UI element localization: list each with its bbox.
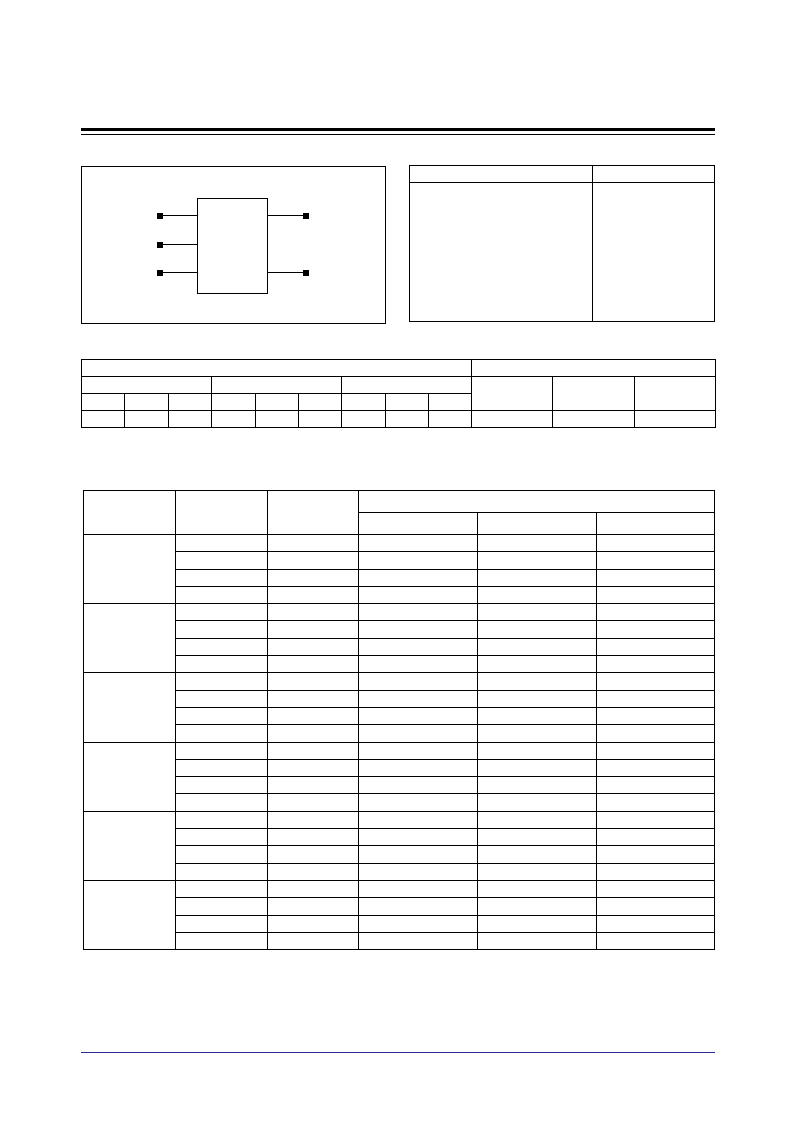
table-cell [478, 690, 597, 707]
table-cell [268, 638, 359, 655]
table-row [84, 690, 715, 707]
table-cell [268, 707, 359, 724]
table-cell [597, 673, 715, 690]
marking-cell [212, 411, 256, 428]
marking-cell [299, 411, 342, 428]
table-cell [176, 898, 268, 915]
table-sub-header-cell [359, 513, 478, 535]
table-cell [359, 535, 478, 552]
table-cell [268, 673, 359, 690]
pin-marker-right-1 [303, 213, 309, 219]
table-cell [359, 932, 478, 949]
table-row [84, 880, 715, 897]
table-cell [359, 880, 478, 897]
pin-marker-right-2 [303, 270, 309, 276]
table-cell [478, 863, 597, 880]
marking-cell [125, 411, 169, 428]
pin-lead-left-3 [162, 272, 197, 273]
table-cell [597, 690, 715, 707]
marking-cell [342, 394, 386, 411]
table-cell [268, 656, 359, 673]
table-cell [359, 811, 478, 828]
table-cell [597, 829, 715, 846]
table-cell [597, 846, 715, 863]
table-cell [597, 725, 715, 742]
table-cell [176, 707, 268, 724]
table-cell [176, 569, 268, 586]
group-label-cell [84, 604, 176, 673]
pin-description-table [409, 165, 715, 322]
table-row [84, 794, 715, 811]
table-cell [176, 621, 268, 638]
table-cell [176, 638, 268, 655]
table-cell [359, 673, 478, 690]
marking-cell [429, 394, 472, 411]
table-cell [478, 829, 597, 846]
pin-lead-left-1 [162, 215, 197, 216]
package-diagram [81, 166, 386, 324]
table-cell [359, 846, 478, 863]
table-cell [176, 811, 268, 828]
table-cell [359, 707, 478, 724]
table-cell [359, 604, 478, 621]
table-cell [176, 535, 268, 552]
table-cell [268, 829, 359, 846]
table-cell [176, 586, 268, 603]
group-label-cell [84, 673, 176, 742]
table-cell [268, 880, 359, 897]
table-cell [597, 777, 715, 794]
table-cell [359, 759, 478, 776]
table-cell [478, 638, 597, 655]
table-cell [268, 794, 359, 811]
marking-cell [386, 411, 429, 428]
table-cell [268, 552, 359, 569]
table-cell [478, 794, 597, 811]
marking-sub-header-3 [342, 377, 472, 394]
marking-group-header-left [82, 360, 472, 377]
table-cell [268, 586, 359, 603]
marking-table [81, 359, 716, 428]
header-rule-thin [81, 134, 715, 135]
table-cell [359, 638, 478, 655]
table-row [84, 552, 715, 569]
marking-sub-header-2 [212, 377, 342, 394]
table-cell [176, 915, 268, 932]
table-cell [176, 863, 268, 880]
table-cell [359, 621, 478, 638]
table-cell [597, 586, 715, 603]
table-cell [176, 846, 268, 863]
table-cell [176, 777, 268, 794]
table-row [84, 846, 715, 863]
table-header-cell [268, 491, 359, 535]
table-row [84, 656, 715, 673]
table-cell [478, 604, 597, 621]
table-cell [478, 552, 597, 569]
table-cell [359, 777, 478, 794]
table-cell [478, 811, 597, 828]
table-cell [478, 656, 597, 673]
table-row [84, 915, 715, 932]
table-row [84, 898, 715, 915]
pin-lead-right-1 [268, 215, 304, 216]
table-cell [359, 690, 478, 707]
table-row [84, 932, 715, 949]
table-cell [597, 898, 715, 915]
table-cell [268, 725, 359, 742]
table-cell [478, 569, 597, 586]
table-cell [597, 621, 715, 638]
table-cell [176, 725, 268, 742]
table-cell [597, 863, 715, 880]
pin-table-body-right [593, 183, 715, 322]
marking-group-header-right [472, 360, 716, 377]
marking-cell [386, 394, 429, 411]
table-row [84, 777, 715, 794]
table-cell [176, 690, 268, 707]
marking-cell [472, 411, 553, 428]
table-cell [268, 535, 359, 552]
group-label-cell [84, 742, 176, 811]
table-row [84, 829, 715, 846]
pin-marker-left-2 [157, 242, 163, 248]
table-cell [597, 759, 715, 776]
table-sub-header-cell [478, 513, 597, 535]
table-cell [176, 794, 268, 811]
table-cell [597, 535, 715, 552]
table-sub-header-cell [597, 513, 715, 535]
table-cell [597, 811, 715, 828]
table-cell [478, 586, 597, 603]
table-cell [176, 552, 268, 569]
table-cell [478, 915, 597, 932]
table-cell [478, 535, 597, 552]
table-cell [359, 863, 478, 880]
header-rule-thick [81, 128, 715, 131]
table-cell [597, 604, 715, 621]
marking-cell [82, 411, 125, 428]
table-cell [597, 552, 715, 569]
table-cell [597, 932, 715, 949]
table-header-cell [176, 491, 268, 535]
marking-cell [299, 394, 342, 411]
table-cell [359, 742, 478, 759]
marking-cell [635, 411, 716, 428]
table-row [84, 586, 715, 603]
group-label-cell [84, 811, 176, 880]
table-cell [176, 656, 268, 673]
table-cell [359, 656, 478, 673]
table-cell [478, 707, 597, 724]
table-cell [597, 915, 715, 932]
table-cell [597, 707, 715, 724]
table-cell [478, 673, 597, 690]
table-cell [478, 777, 597, 794]
table-cell [359, 725, 478, 742]
pin-table-header-name [410, 166, 593, 183]
table-cell [176, 742, 268, 759]
table-cell [359, 829, 478, 846]
pin-table-header-function [593, 166, 715, 183]
table-cell [268, 898, 359, 915]
table-header-group [359, 491, 715, 513]
table-cell [359, 586, 478, 603]
table-cell [268, 777, 359, 794]
marking-sub-header-1 [82, 377, 212, 394]
footer-rule [81, 1052, 715, 1053]
table-cell [268, 932, 359, 949]
marking-sub-header-6 [635, 377, 716, 411]
table-cell [176, 759, 268, 776]
table-cell [268, 569, 359, 586]
group-label-cell [84, 535, 176, 604]
table-row [84, 673, 715, 690]
table-cell [268, 621, 359, 638]
table-cell [478, 846, 597, 863]
table-row [84, 535, 715, 552]
marking-cell [256, 394, 299, 411]
table-row [84, 811, 715, 828]
pin-lead-left-2 [162, 244, 197, 245]
table-row [84, 569, 715, 586]
table-cell [268, 863, 359, 880]
table-cell [176, 880, 268, 897]
table-cell [478, 742, 597, 759]
marking-cell [429, 411, 472, 428]
table-row [84, 863, 715, 880]
table-row [84, 759, 715, 776]
group-label-cell [84, 880, 176, 949]
table-cell [597, 742, 715, 759]
table-cell [597, 638, 715, 655]
table-cell [597, 569, 715, 586]
ic-body [197, 198, 268, 294]
marking-cell [342, 411, 386, 428]
marking-cell [125, 394, 169, 411]
pin-lead-right-2 [268, 272, 304, 273]
table-cell [478, 880, 597, 897]
table-cell [597, 880, 715, 897]
table-cell [176, 673, 268, 690]
table-row [84, 707, 715, 724]
pin-marker-left-3 [157, 270, 163, 276]
marking-sub-header-5 [553, 377, 635, 411]
table-cell [359, 915, 478, 932]
table-header-cell [84, 491, 176, 535]
characteristics-table [83, 490, 715, 950]
table-row [84, 742, 715, 759]
marking-cell [169, 411, 212, 428]
marking-cell [553, 411, 635, 428]
table-cell [597, 794, 715, 811]
table-cell [478, 759, 597, 776]
table-cell [359, 569, 478, 586]
table-row [84, 621, 715, 638]
marking-sub-header-4 [472, 377, 553, 411]
table-cell [359, 898, 478, 915]
pin-marker-left-1 [157, 213, 163, 219]
table-cell [268, 759, 359, 776]
table-cell [359, 794, 478, 811]
table-cell [478, 725, 597, 742]
table-cell [268, 811, 359, 828]
table-cell [268, 690, 359, 707]
table-row [84, 638, 715, 655]
table-cell [478, 898, 597, 915]
table-cell [268, 604, 359, 621]
table-cell [359, 552, 478, 569]
table-cell [176, 604, 268, 621]
table-cell [268, 846, 359, 863]
table-cell [597, 656, 715, 673]
marking-cell [212, 394, 256, 411]
marking-cell [82, 394, 125, 411]
table-cell [176, 932, 268, 949]
table-row [84, 725, 715, 742]
table-cell [478, 932, 597, 949]
table-cell [268, 742, 359, 759]
table-cell [268, 915, 359, 932]
table-cell [478, 621, 597, 638]
marking-cell [256, 411, 299, 428]
table-cell [176, 829, 268, 846]
marking-cell [169, 394, 212, 411]
table-row [84, 604, 715, 621]
pin-table-body-left [410, 183, 593, 322]
